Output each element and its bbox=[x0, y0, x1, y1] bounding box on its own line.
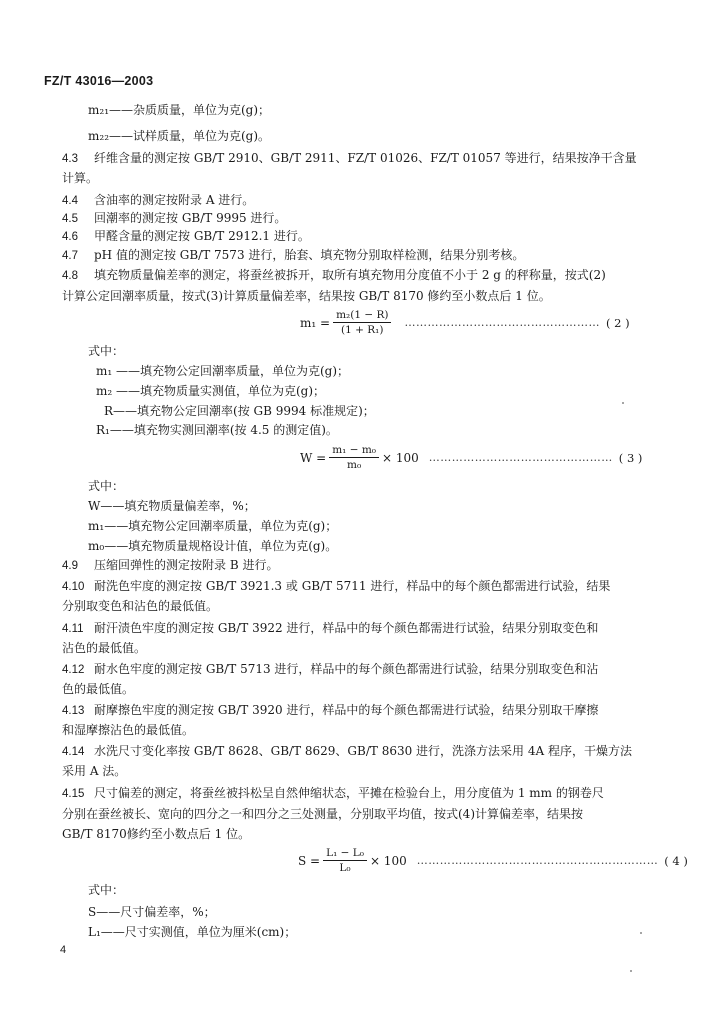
formula-3 bbox=[300, 443, 642, 472]
clause-4-5 bbox=[62, 210, 286, 227]
clause-4-15 bbox=[62, 785, 604, 802]
definition-m0: m₀——填充物质量规格设计值，单位为克(g)。 bbox=[88, 539, 338, 553]
clause-text: 水洗尺寸变化率按 GB/T 8628、GB/T 8629、GB/T 8630 进行，洗涤方法采用 4A 程序，干燥方法 bbox=[94, 744, 632, 758]
numerator: m₁ − m₀ bbox=[329, 443, 379, 458]
clause-number: 4.5 bbox=[62, 213, 78, 225]
clause-4-6 bbox=[62, 228, 310, 245]
clause-text: 含油率的测定按附录 A 进行。 bbox=[94, 193, 255, 207]
clause-text-cont: 分别在蚕丝被长、宽向的四分之一和四分之三处测量，分别取平均值，按式(4)计算偏差率，结果按 bbox=[62, 807, 584, 821]
clause-4-10 bbox=[62, 578, 610, 595]
clause-number: 4.8 bbox=[62, 270, 78, 282]
denominator: m₀ bbox=[347, 459, 362, 471]
definition-m1: m₁ ——填充物公定回潮率质量，单位为克(g)； bbox=[96, 364, 350, 378]
clause-4-12 bbox=[62, 661, 598, 678]
definition-m22: m₂₂——试样质量，单位为克(g)。 bbox=[88, 129, 271, 143]
definition-m1: m₁——填充物公定回潮率质量，单位为克(g)； bbox=[88, 519, 338, 533]
clause-text-cont: 色的最低值。 bbox=[62, 682, 135, 696]
formula-fraction bbox=[333, 308, 391, 337]
definition-W: W——填充物质量偏差率，%； bbox=[88, 499, 256, 513]
formula-lhs: W = bbox=[300, 450, 327, 465]
formula-4 bbox=[298, 846, 688, 875]
clause-text: 纤维含量的测定按 GB/T 2910、GB/T 2911、FZ/T 01026、FZ/T 01057 等进行，结果按净干含量 bbox=[94, 151, 637, 165]
clause-number: 4.11 bbox=[62, 623, 84, 635]
clause-text: 耐汗渍色牢度的测定按 GB/T 3922 进行，样品中的每个颜色都需进行试验，结果分别取变色和 bbox=[94, 621, 599, 635]
clause-4-11 bbox=[62, 620, 598, 637]
scan-speck bbox=[630, 970, 632, 972]
standard-code: FZ/T 43016—2003 bbox=[44, 74, 154, 88]
clause-text: 甲醛含量的测定按 GB/T 2912.1 进行。 bbox=[94, 229, 310, 243]
definition-S: S——尺寸偏差率，%； bbox=[88, 905, 216, 919]
definition-R: R——填充物公定回潮率(按 GB 9994 标准规定)； bbox=[104, 404, 375, 418]
scan-speck bbox=[640, 932, 642, 934]
clause-4-9 bbox=[62, 557, 278, 574]
clause-number: 4.9 bbox=[62, 560, 78, 572]
clause-text-cont: 分别取变色和沾色的最低值。 bbox=[62, 599, 219, 613]
page-number: 4 bbox=[60, 944, 67, 956]
formula-multiplier: × 100 bbox=[369, 853, 407, 868]
formula-lhs: m₁ = bbox=[300, 315, 331, 330]
clause-text-cont: 和湿摩擦沾色的最低值。 bbox=[62, 723, 195, 737]
clause-text: 压缩回弹性的测定按附录 B 进行。 bbox=[94, 558, 279, 572]
clause-4-14 bbox=[62, 743, 632, 760]
definition-L1: L₁——尺寸实测值，单位为厘米(cm)； bbox=[88, 925, 297, 939]
clause-text: 耐洗色牢度的测定按 GB/T 3921.3 或 GB/T 5711 进行，样品中的每个颜色都需进行试验，结果 bbox=[94, 579, 611, 593]
definition-m21: m₂₁——杂质质量，单位为克(g)； bbox=[88, 103, 271, 117]
formula-multiplier: × 100 bbox=[382, 450, 419, 465]
clause-text: 耐水色牢度的测定按 GB/T 5713 进行，样品中的每个颜色都需进行试验，结果分别取变色和沾 bbox=[94, 662, 599, 676]
clause-number: 4.12 bbox=[62, 664, 85, 676]
formula-fraction bbox=[323, 846, 367, 875]
clause-text-cont: 计算。 bbox=[62, 171, 99, 185]
scan-speck bbox=[622, 402, 624, 404]
clause-4-3 bbox=[62, 150, 637, 167]
clause-number: 4.10 bbox=[62, 581, 85, 593]
definition-m2: m₂ ——填充物质量实测值，单位为克(g)； bbox=[96, 384, 326, 398]
clause-text: 耐摩擦色牢度的测定按 GB/T 3920 进行，样品中的每个颜色都需进行试验，结果分别取干摩擦 bbox=[94, 703, 599, 717]
clause-number: 4.4 bbox=[62, 195, 78, 207]
clause-text: 填充物质量偏差率的测定，将蚕丝被拆开，取所有填充物用分度值不小于 2 g 的秤称量，按式(2) bbox=[94, 268, 606, 282]
clause-number: 4.14 bbox=[62, 746, 85, 758]
clause-4-8 bbox=[62, 267, 606, 284]
formula-fraction bbox=[329, 443, 379, 472]
clause-text-cont: GB/T 8170修约至小数点后 1 位。 bbox=[62, 827, 251, 841]
clause-4-7 bbox=[62, 247, 524, 264]
clause-text: 尺寸偏差的测定，将蚕丝被抖松呈自然伸缩状态，平摊在检验台上，用分度值为 1 mm 的钢卷尺 bbox=[94, 786, 604, 800]
clause-4-13 bbox=[62, 702, 598, 719]
equation-number: ( 3 ) bbox=[618, 450, 643, 465]
clause-text: pH 值的测定按 GB/T 7573 进行，胎套、填充物分别取样检测，结果分别考核。 bbox=[94, 248, 525, 262]
clause-text-cont: 采用 A 法。 bbox=[62, 764, 127, 778]
dot-leader: ………………………………………… bbox=[428, 451, 613, 464]
denominator: L₀ bbox=[339, 862, 351, 874]
clause-number: 4.15 bbox=[62, 788, 85, 800]
clause-text-cont: 计算公定回潮率质量，按式(3)计算质量偏差率，结果按 GB/T 8170 修约至小数点后 1 位。 bbox=[62, 289, 551, 303]
numerator: L₁ − L₀ bbox=[323, 846, 367, 861]
clause-number: 4.7 bbox=[62, 250, 78, 262]
definition-R1: R₁——填充物实测回潮率(按 4.5 的测定值)。 bbox=[96, 423, 338, 437]
formula-lhs: S = bbox=[298, 853, 321, 868]
clause-4-4 bbox=[62, 192, 254, 209]
denominator: (1 + R₁) bbox=[341, 324, 384, 336]
formula-2 bbox=[300, 308, 630, 337]
clause-number: 4.13 bbox=[62, 705, 85, 717]
dot-leader: ……………………………………………………… bbox=[416, 854, 659, 867]
clause-text: 回潮率的测定按 GB/T 9995 进行。 bbox=[94, 211, 287, 225]
dot-leader: …………………………………………… bbox=[404, 316, 600, 329]
clause-text-cont: 沾色的最低值。 bbox=[62, 641, 147, 655]
where-label: 式中： bbox=[88, 344, 125, 358]
equation-number: ( 2 ) bbox=[605, 315, 630, 330]
where-label: 式中： bbox=[88, 883, 125, 897]
numerator: m₂(1 − R) bbox=[333, 308, 391, 323]
equation-number: ( 4 ) bbox=[664, 853, 688, 868]
clause-number: 4.6 bbox=[62, 231, 78, 243]
clause-number: 4.3 bbox=[62, 153, 78, 165]
where-label: 式中： bbox=[88, 479, 125, 493]
